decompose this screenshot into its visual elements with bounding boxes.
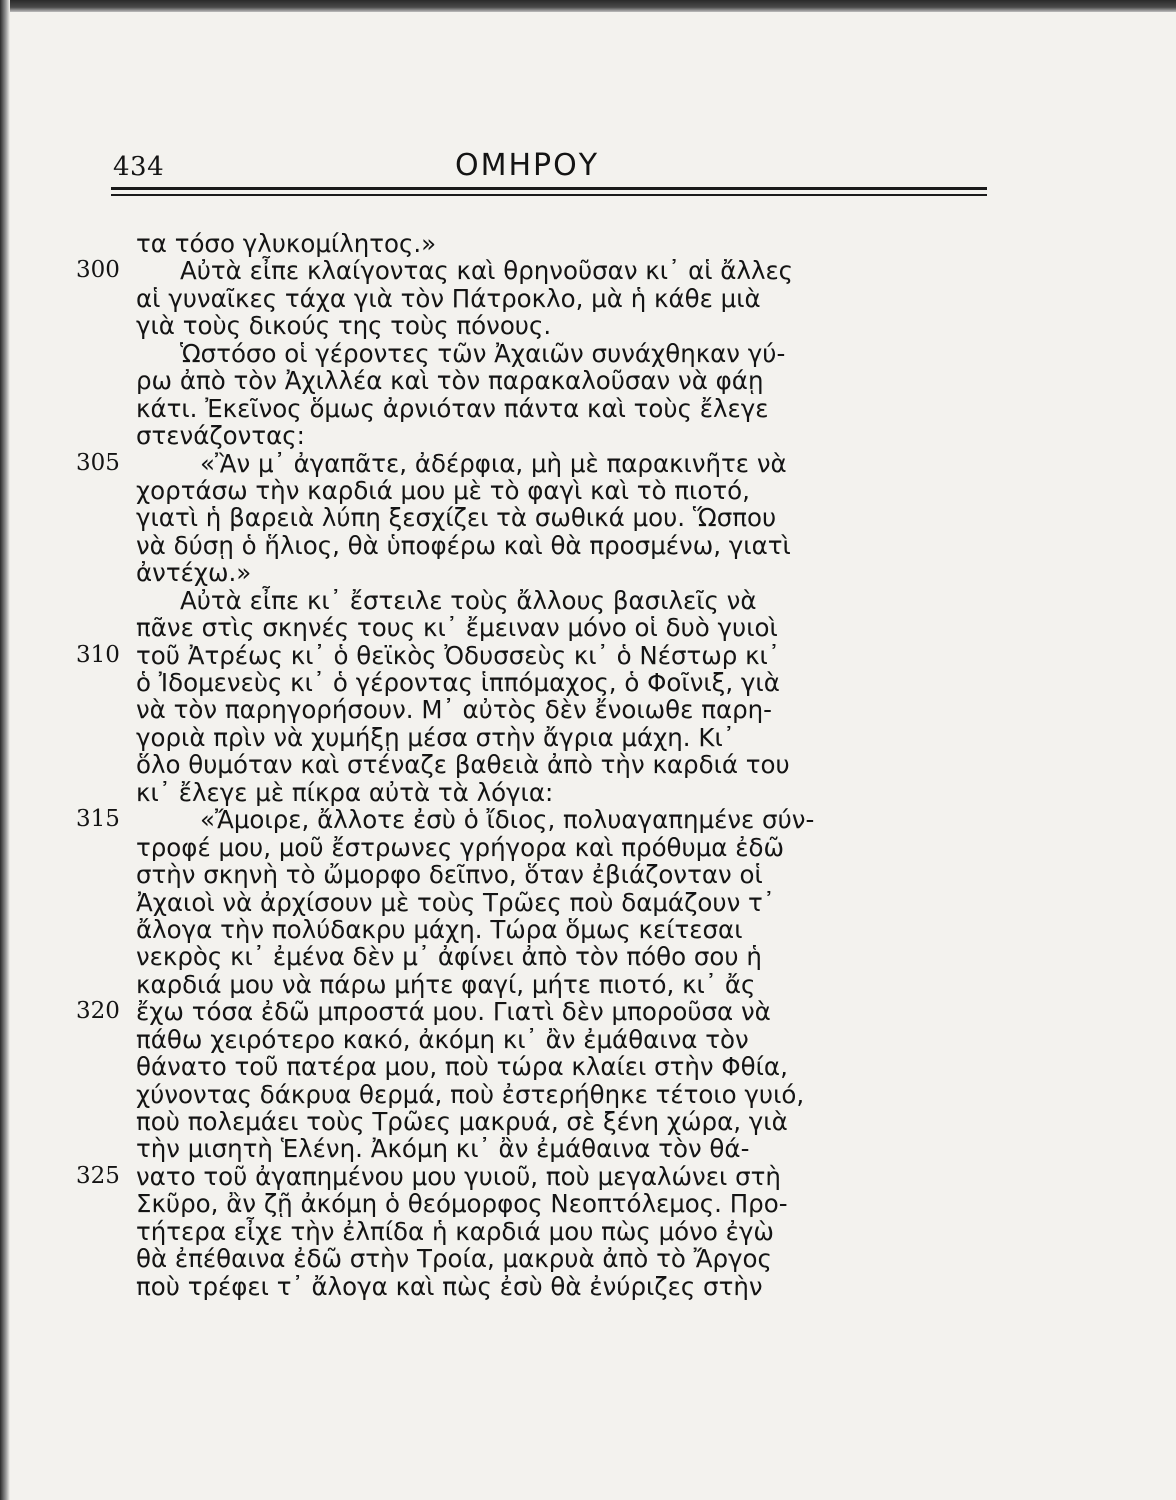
text-line xyxy=(0,1163,1176,1190)
line-number: 305 xyxy=(76,449,120,476)
line-text: Αὐτὰ εἶπε κλαίγοντας καὶ θρηνοῦσαν κι᾽ αἱ ἄλλες xyxy=(180,256,794,286)
page-number: 434 xyxy=(113,152,165,182)
line-text: τροφέ μου, μοῦ ἔστρωνες γρήγορα καὶ πρόθυμα ἐδῶ xyxy=(136,832,784,862)
text-line xyxy=(0,971,1176,998)
line-text: θάνατο τοῦ πατέρα μου, ποὺ τώρα κλαίει στὴν Φθία, xyxy=(136,1052,788,1082)
text-line xyxy=(0,1053,1176,1080)
running-head: ΟΜΗΡΟΥ xyxy=(455,148,600,183)
text-line xyxy=(0,257,1176,284)
text-line xyxy=(0,806,1176,833)
text-line xyxy=(0,1026,1176,1053)
line-text: χορτάσω τὴν καρδιά μου μὲ τὸ φαγὶ καὶ τὸ πιοτό, xyxy=(136,475,750,505)
line-number: 320 xyxy=(76,998,120,1025)
text-line xyxy=(0,422,1176,449)
text-line xyxy=(0,587,1176,614)
line-text: κι᾽ ἔλεγε μὲ πίκρα αὐτὰ τὰ λόγια: xyxy=(136,777,554,807)
line-text: Σκῦρο, ἂν ζῇ ἀκόμη ὁ θεόμορφος Νεοπτόλεμος. Προ- xyxy=(136,1189,788,1219)
line-text: πᾶνε στὶς σκηνές τους κι᾽ ἔμειναν μόνο οἱ δυὸ γυιοὶ xyxy=(136,613,778,643)
text-line xyxy=(0,751,1176,778)
text-line xyxy=(0,834,1176,861)
line-text: γιὰ τοὺς δικούς της τοὺς πόνους. xyxy=(136,311,552,341)
line-text: χύνοντας δάκρυα θερμά, ποὺ ἐστερήθηκε τέτοιο γυιό, xyxy=(136,1079,805,1109)
text-line xyxy=(0,477,1176,504)
line-text: τοῦ Ἀτρέως κι᾽ ὁ θεϊκὸς Ὀδυσσεὺς κι᾽ ὁ Νέστωρ κι᾽ xyxy=(136,640,781,670)
line-text: ὁ Ἰδομενεὺς κι᾽ ὁ γέροντας ἱππόμαχος, ὁ Φοῖνιξ, γιὰ xyxy=(136,668,780,697)
text-line xyxy=(0,340,1176,367)
text-line xyxy=(0,1245,1176,1272)
line-text: Αὐτὰ εἶπε κι᾽ ἔστειλε τοὺς ἄλλους βασιλεῖς νὰ xyxy=(180,585,757,615)
line-text: στὴν σκηνὴ τὸ ὤμορφο δεῖπνο, ὅταν ἐβιάζονταν οἱ xyxy=(136,860,763,890)
text-line xyxy=(0,1218,1176,1245)
text-line xyxy=(0,1108,1176,1135)
text-line xyxy=(0,285,1176,312)
line-number: 310 xyxy=(76,641,120,668)
line-text: Ὡστόσο οἱ γέροντες τῶν Ἀχαιῶν συνάχθηκαν γύ- xyxy=(180,338,786,368)
line-text: τὴν μισητὴ Ἑλένη. Ἀκόμη κι᾽ ἂν ἐμάθαινα τὸν θά- xyxy=(136,1134,750,1164)
line-text: νὰ τὸν παρηγορήσουν. Μ᾽ αὐτὸς δὲν ἔνοιωθε παρη- xyxy=(136,695,773,725)
page-header xyxy=(0,0,1176,210)
line-text: ποὺ πολεμάει τοὺς Τρῶες μακρυά, σὲ ξένη χώρα, γιὰ xyxy=(136,1107,788,1136)
line-text: γοριὰ πρὶν νὰ χυμήξῃ μέσα στὴν ἄγρια μάχη. Κι᾽ xyxy=(136,722,735,752)
line-number: 300 xyxy=(76,257,120,284)
text-line xyxy=(0,504,1176,531)
text-line xyxy=(0,642,1176,669)
text-line xyxy=(0,367,1176,394)
text-line xyxy=(0,230,1176,257)
line-text: αἱ γυναῖκες τάχα γιὰ τὸν Πάτροκλο, μὰ ἡ κάθε μιὰ xyxy=(136,283,761,313)
text-line xyxy=(0,1081,1176,1108)
text-line xyxy=(0,1135,1176,1162)
text-line xyxy=(0,861,1176,888)
text-line xyxy=(0,312,1176,339)
text-line xyxy=(0,614,1176,641)
line-text: ἄλογα τὴν πολύδακρυ μάχη. Τώρα ὅμως κείτεσαι xyxy=(136,914,743,944)
text-line xyxy=(0,916,1176,943)
text-line xyxy=(0,395,1176,422)
line-text: ὅλο θυμόταν καὶ στέναζε βαθειὰ ἀπὸ τὴν καρδιά του xyxy=(136,750,790,780)
text-line xyxy=(0,1273,1176,1300)
text-line xyxy=(0,669,1176,696)
line-text: καρδιά μου νὰ πάρω μήτε φαγί, μήτε πιοτό, κι᾽ ἄς xyxy=(136,969,756,999)
line-text: νὰ δύσῃ ὁ ἥλιος, θὰ ὑποφέρω καὶ θὰ προσμένω, γιατὶ xyxy=(136,530,791,560)
text-line xyxy=(0,696,1176,723)
line-text: στενάζοντας: xyxy=(136,421,305,451)
text-body xyxy=(0,230,1176,1300)
text-line xyxy=(0,559,1176,586)
line-number: 315 xyxy=(76,806,120,833)
text-line xyxy=(0,724,1176,751)
line-text: τα τόσο γλυκομίλητος.» xyxy=(136,229,437,258)
line-text: ἔχω τόσα ἐδῶ μπροστά μου. Γιατὶ δὲν μποροῦσα νὰ xyxy=(136,997,771,1027)
line-text: ρω ἀπὸ τὸν Ἀχιλλέα καὶ τὸν παρακαλοῦσαν νὰ φάῃ xyxy=(136,366,764,396)
text-line xyxy=(0,779,1176,806)
line-text: νεκρὸς κι᾽ ἐμένα δὲν μ᾽ ἀφίνει ἀπὸ τὸν πόθο σου ἡ xyxy=(136,942,762,972)
line-text: «Ἄμοιρε, ἄλλοτε ἐσὺ ὁ ἴδιος, πολυαγαπημένε σύν- xyxy=(200,805,815,835)
header-rule-thick xyxy=(111,187,987,190)
line-text: νατο τοῦ ἀγαπημένου μου γυιοῦ, ποὺ μεγαλώνει στὴ xyxy=(136,1161,781,1191)
line-text: θὰ ἐπέθαινα ἐδῶ στὴν Τροία, μακρυὰ ἀπὸ τὸ Ἄργος xyxy=(136,1244,772,1274)
text-line xyxy=(0,889,1176,916)
text-line xyxy=(0,450,1176,477)
line-text: κάτι. Ἐκεῖνος ὅμως ἀρνιόταν πάντα καὶ τοὺς ἔλεγε xyxy=(136,393,769,423)
line-text: ἀντέχω.» xyxy=(136,558,252,588)
line-text: τήτερα εἶχε τὴν ἐλπίδα ἡ καρδιά μου πὼς μόνο ἐγὼ xyxy=(136,1216,774,1246)
header-rule-thin xyxy=(111,194,987,196)
text-line xyxy=(0,998,1176,1025)
text-line xyxy=(0,943,1176,970)
line-number: 325 xyxy=(76,1162,120,1189)
text-line xyxy=(0,1190,1176,1217)
line-text: Ἀχαιοὶ νὰ ἀρχίσουν μὲ τοὺς Τρῶες ποὺ δαμάζουν τ᾽ xyxy=(136,887,776,917)
text-line xyxy=(0,532,1176,559)
line-text: «Ἂν μ᾽ ἀγαπᾶτε, ἀδέρφια, μὴ μὲ παρακινῆτε νὰ xyxy=(200,448,787,478)
line-text: ποὺ τρέφει τ᾽ ἄλογα καὶ πὼς ἐσὺ θὰ ἐνύριζες στὴν xyxy=(136,1271,763,1301)
line-text: πάθω χειρότερο κακό, ἀκόμη κι᾽ ἂν ἐμάθαινα τὸν xyxy=(136,1024,749,1054)
line-text: γιατὶ ἡ βαρειὰ λύπη ξεσχίζει τὰ σωθικά μου. Ὥσπου xyxy=(136,503,777,533)
